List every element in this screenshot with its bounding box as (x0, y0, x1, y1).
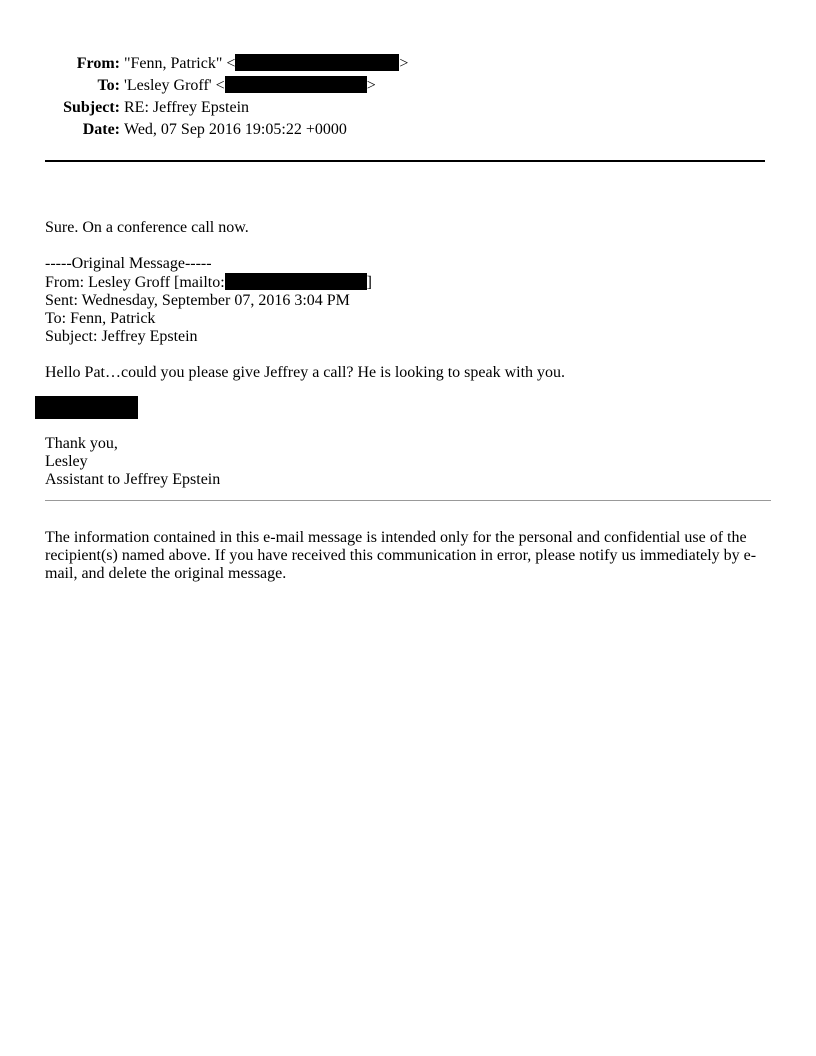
spacer (45, 346, 775, 364)
header-from-row (0, 53, 816, 75)
from-name: "Fenn, Patrick" < (124, 55, 236, 72)
subject-label: Subject: (63, 99, 120, 116)
confidentiality-disclaimer: The information contained in this e-mail message is intended only for the personal and confidential use of the recipient(s) named above. If you have received this communication in error, please notify us immediately by e-mail, and delete the original message. (45, 529, 757, 582)
redaction-box (235, 54, 399, 71)
original-from (45, 273, 775, 292)
email-body (45, 219, 775, 382)
signature-name: Lesley (45, 453, 88, 470)
redaction-box (225, 76, 367, 93)
signature-title: Assistant to Jeffrey Epstein (45, 471, 221, 488)
original-message-marker: -----Original Message----- (45, 255, 212, 272)
to-value (124, 75, 376, 97)
header-divider (45, 160, 765, 162)
original-to: To: Fenn, Patrick (45, 310, 156, 327)
header-date-row (0, 119, 816, 141)
header-to-row (0, 75, 816, 97)
signature-closing: Thank you, (45, 435, 118, 452)
email-header (0, 53, 816, 141)
to-close: > (366, 77, 376, 94)
reply-text: Sure. On a conference call now. (45, 219, 249, 236)
header-subject-row (0, 97, 816, 119)
subject-value: RE: Jeffrey Epstein (124, 99, 250, 116)
redaction-box (225, 273, 367, 290)
from-value (124, 53, 408, 75)
to-name: 'Lesley Groff' < (124, 77, 225, 94)
spacer (45, 237, 775, 255)
original-sent: Sent: Wednesday, September 07, 2016 3:04 PM (45, 292, 350, 309)
from-close: > (399, 55, 409, 72)
redaction-box (35, 396, 138, 419)
signature (45, 435, 220, 489)
original-from-prefix: From: Lesley Groff [mailto: (45, 274, 225, 291)
original-subject: Subject: Jeffrey Epstein (45, 328, 198, 345)
date-value: Wed, 07 Sep 2016 19:05:22 +0000 (124, 121, 347, 138)
date-label: Date: (82, 121, 120, 138)
disclaimer-divider (45, 500, 771, 501)
to-label: To: (97, 77, 120, 94)
from-label: From: (76, 55, 120, 72)
original-from-suffix: ] (366, 274, 372, 291)
message-text: Hello Pat…could you please give Jeffrey a call? He is looking to speak with you. (45, 364, 566, 381)
